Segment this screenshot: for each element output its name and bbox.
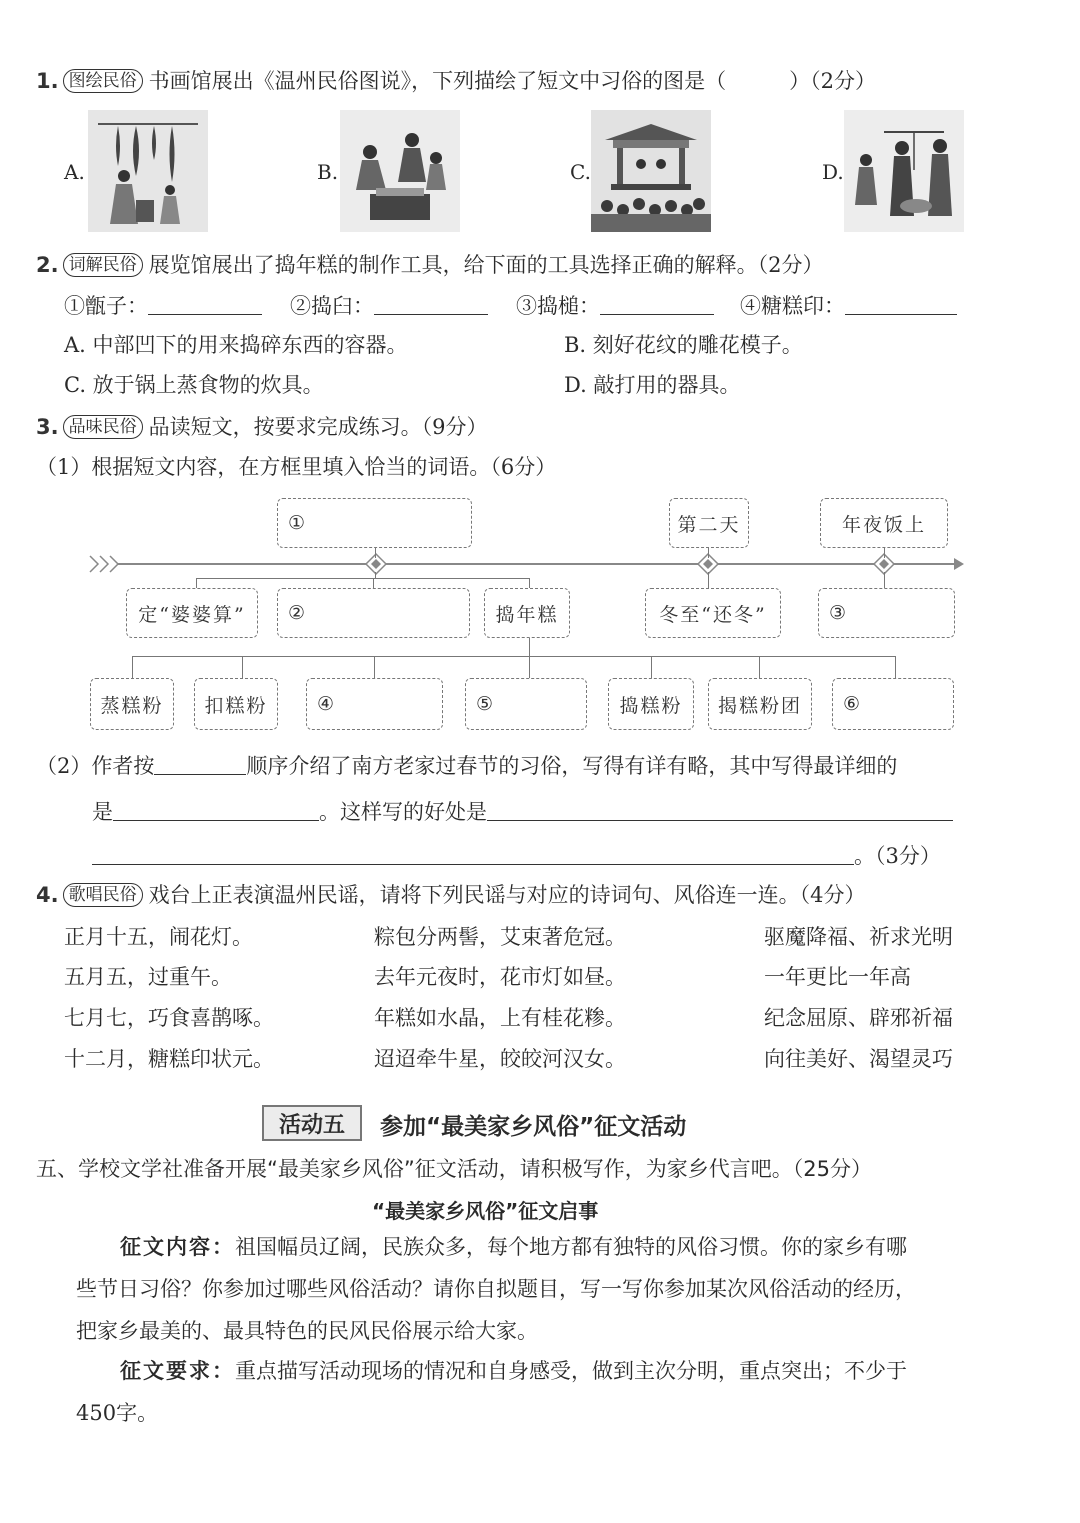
connector: [196, 578, 530, 579]
q1-option-d-picture[interactable]: [844, 110, 964, 232]
connector: [759, 656, 760, 678]
q3-sub2-order-blank[interactable]: [154, 750, 246, 775]
connector: [708, 572, 709, 588]
timeline-mid-box-3: 捣年糕: [484, 588, 570, 638]
q4-number: 4.: [36, 883, 59, 907]
q4-col2-item-4[interactable]: 迢迢牵牛星，皎皎河汉女。: [374, 1047, 626, 1071]
timeline-mid-box-5[interactable]: ③: [818, 588, 955, 638]
timeline-bottom-box-2: 扣糕粉: [194, 678, 278, 730]
q4-col1-item-1[interactable]: 正月十五，闹花灯。: [64, 925, 253, 949]
q2-item-1-label: ①甑子：: [64, 294, 148, 318]
timeline-bottom-box-3[interactable]: ④: [306, 678, 443, 730]
q1-option-b-label: B.: [317, 160, 339, 184]
q1-option-c-picture[interactable]: [591, 110, 711, 232]
q1-tag: 图绘民俗: [63, 69, 143, 93]
painting-hanging-meat-icon: [88, 110, 208, 232]
q5-text: 五、学校文学社准备开展“最美家乡风俗”征文活动，请积极写作，为家乡代言吧。（25分）: [36, 1157, 872, 1181]
notice-requirement-line1: [120, 1350, 907, 1392]
q3-sub2-benefit-blank[interactable]: [487, 796, 953, 821]
q2-choice-d: D. 敲打用的器具。: [564, 373, 741, 397]
connector: [884, 548, 885, 558]
connector: [132, 656, 896, 657]
notice-title: “最美家乡风俗”征文启事: [372, 1199, 599, 1223]
connector: [529, 656, 530, 678]
notice-requirement-line2: 450字。: [76, 1401, 159, 1425]
q2-item-2-label: ②捣臼：: [290, 294, 374, 318]
q1-number: 1.: [36, 69, 59, 93]
q3-sub2-benefit-blank-2[interactable]: [92, 840, 854, 865]
activity-title: 参加“最美家乡风俗”征文活动: [380, 1114, 687, 1140]
q2-item-4-label: ④糖糕印：: [740, 294, 845, 318]
painting-opera-stage-icon: [591, 110, 711, 232]
q2-item-3-blank[interactable]: [600, 290, 714, 315]
q2-item-1: [64, 290, 262, 321]
connector: [196, 578, 197, 588]
timeline-bottom-box-4[interactable]: ⑤: [465, 678, 587, 730]
connector: [708, 548, 709, 558]
notice-content-line1: [120, 1226, 907, 1268]
q4-col2-item-1[interactable]: 粽包分两髻，艾束著危冠。: [374, 925, 626, 949]
connector: [529, 578, 530, 588]
q2-item-3: [516, 290, 714, 321]
content-label: 征文内容：: [120, 1234, 235, 1259]
q3-sub2-benefit-label: 。这样写的好处是: [319, 800, 487, 824]
q1-option-d-label: D.: [822, 160, 844, 184]
timeline-top-box-2: 第二天: [669, 498, 749, 548]
q4-line: [36, 880, 865, 910]
connector: [884, 572, 885, 588]
timeline-arrow: [88, 552, 968, 576]
painting-pounding-rice-cake-icon: [340, 110, 460, 232]
connector: [373, 578, 374, 588]
timeline-top-box-3: 年夜饭上: [820, 498, 948, 548]
requirement-text-1: 重点描写活动现场的情况和自身感受，做到主次分明，重点突出；不少于: [235, 1359, 907, 1383]
q4-tag: 歌唱民俗: [63, 883, 143, 907]
q3-sub2-middle: 顺序介绍了南方老家过春节的习俗，写得有详有略，其中写得最详细的: [246, 754, 898, 778]
q2-item-2: [290, 290, 488, 321]
q3-sub2-line3: [92, 840, 941, 871]
timeline-bottom-box-7[interactable]: ⑥: [832, 678, 954, 730]
connector: [895, 656, 896, 678]
connector: [529, 638, 530, 656]
connector: [651, 656, 652, 678]
q3-number: 3.: [36, 415, 59, 439]
connector: [132, 656, 133, 678]
connector: [374, 656, 375, 678]
q3-tag: 品味民俗: [63, 415, 143, 439]
q4-col3-item-4[interactable]: 向往美好、渴望灵巧: [764, 1047, 953, 1071]
q3-sub2-detail-blank[interactable]: [113, 796, 319, 821]
q2-item-4: [740, 290, 957, 321]
timeline-bottom-box-5: 捣糕粉: [608, 678, 694, 730]
q3-line: [36, 412, 487, 442]
q2-item-4-blank[interactable]: [845, 290, 957, 315]
q2-number: 2.: [36, 253, 59, 277]
q2-text: 展览馆展出了捣年糕的制作工具，给下面的工具选择正确的解释。（2分）: [148, 253, 824, 277]
content-text-1: 祖国幅员辽阔，民族众多，每个地方都有独特的风俗习惯。你的家乡有哪: [235, 1235, 907, 1259]
q3-sub2-line2: [92, 796, 953, 827]
q3-sub1: （1）根据短文内容，在方框里填入恰当的词语。（6分）: [36, 455, 557, 479]
timeline-bottom-box-6: 揭糕粉团: [708, 678, 812, 730]
q4-text: 戏台上正表演温州民谣，请将下列民谣与对应的诗词句、风俗连一连。（4分）: [148, 883, 866, 907]
q1-option-c-label: C.: [570, 160, 591, 184]
q4-col3-item-3[interactable]: 纪念屈原、辟邪祈福: [764, 1006, 953, 1030]
q1-option-a-picture[interactable]: [88, 110, 208, 232]
q2-line: [36, 250, 823, 280]
q4-col3-item-1[interactable]: 驱魔降福、祈求光明: [764, 925, 953, 949]
q3-sub2-is: 是: [92, 800, 113, 824]
q2-choice-b: B. 刻好花纹的雕花模子。: [564, 333, 803, 357]
q4-col1-item-3[interactable]: 七月七，巧食喜鹊啄。: [64, 1006, 274, 1030]
q2-item-1-blank[interactable]: [148, 290, 262, 315]
timeline-mid-box-1: 定“婆婆算”: [126, 588, 258, 638]
activity-badge: 活动五: [262, 1105, 362, 1141]
q4-col3-item-2[interactable]: 一年更比一年高: [764, 965, 911, 989]
timeline-bottom-box-1: 蒸糕粉: [90, 678, 174, 730]
painting-weighing-child-icon: [844, 110, 964, 232]
q2-choice-c: C. 放于锅上蒸食物的炊具。: [64, 373, 324, 397]
q1-text: 书画馆展出《温州民俗图说》，下列描绘了短文中习俗的图是（ ）（2分）: [148, 69, 876, 93]
q2-tag: 词解民俗: [63, 253, 143, 277]
q1-line: [36, 66, 876, 96]
q1-option-a-label: A.: [64, 160, 85, 184]
requirement-label: 征文要求：: [120, 1358, 235, 1383]
q2-choice-a: A. 中部凹下的用来捣碎东西的容器。: [64, 333, 408, 357]
q4-col2-item-3[interactable]: 年糕如水晶，上有桂花糁。: [374, 1006, 626, 1030]
q1-option-b-picture[interactable]: [340, 110, 460, 232]
q3-sub2-prefix: （2）作者按: [36, 754, 155, 778]
q2-item-3-label: ③捣槌：: [516, 294, 600, 318]
timeline-mid-box-2[interactable]: ②: [277, 588, 470, 638]
notice-content-line2: 些节日习俗？你参加过哪些风俗活动？请你自拟题目，写一写你参加某次风俗活动的经历，: [76, 1277, 916, 1301]
q4-col1-item-4[interactable]: 十二月，糖糕印状元。: [64, 1047, 274, 1071]
q3-sub2-line1: [36, 750, 897, 781]
connector: [375, 548, 376, 558]
q3-text: 品读短文，按要求完成练习。（9分）: [148, 415, 488, 439]
timeline-top-box-1[interactable]: ①: [277, 498, 472, 548]
connector: [242, 656, 243, 678]
q4-col1-item-2[interactable]: 五月五，过重午。: [64, 965, 232, 989]
q3-sub2-score: 。（3分）: [854, 844, 941, 868]
notice-content-line3: 把家乡最美的、最具特色的民风民俗展示给大家。: [76, 1319, 538, 1343]
q2-item-2-blank[interactable]: [374, 290, 488, 315]
timeline-mid-box-4: 冬至“还冬”: [645, 588, 781, 638]
q4-col2-item-2[interactable]: 去年元夜时，花市灯如昼。: [374, 965, 626, 989]
